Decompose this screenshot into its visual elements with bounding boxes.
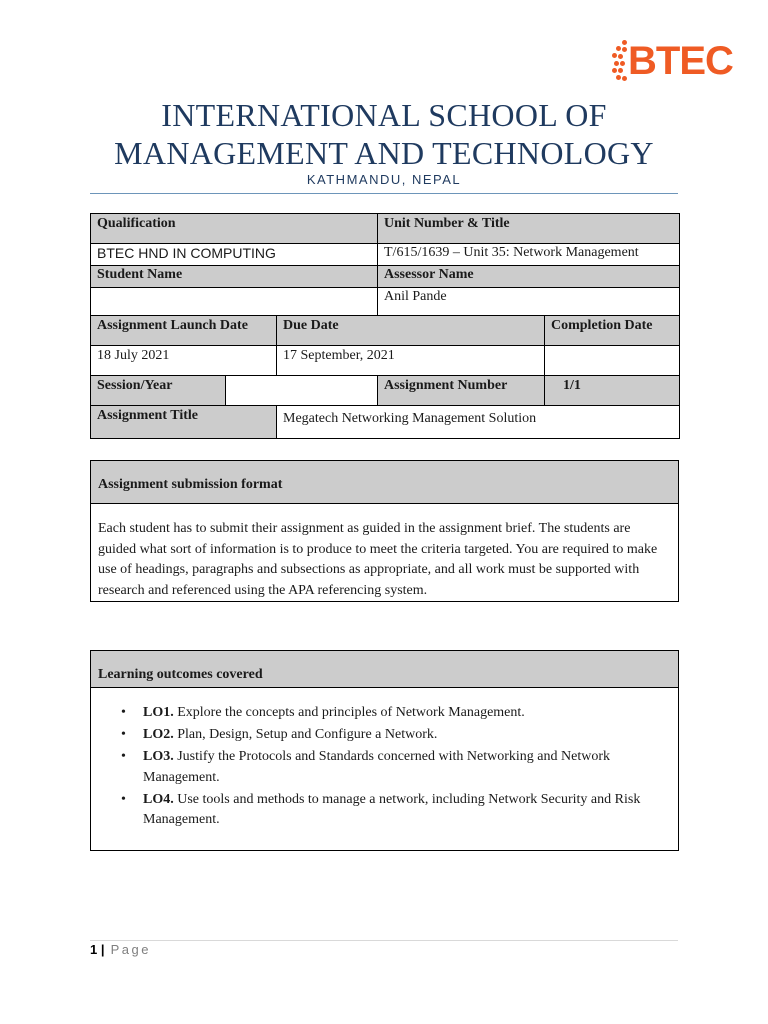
assignment-title-value: Megatech Networking Management Solution [277, 406, 680, 439]
submission-format-box [90, 460, 679, 602]
title-line-2: MANAGEMENT AND TECHNOLOGY [114, 135, 654, 171]
header-divider [90, 193, 678, 194]
list-item: • LO4. Use tools and methods to manage a network, including Network Security and Risk Management. [121, 791, 641, 827]
logo-text: BTEC [628, 39, 733, 83]
launch-date-value: 18 July 2021 [91, 346, 277, 376]
assignment-info-table [90, 213, 680, 439]
submission-format-text: Each student has to submit their assignment as guided in the assignment brief. The students are guided what sort of information is to produce to meet the criteria targeted. You are required to make use of headings, paragraphs and subsections as appropriate, and all work must be supported with research and referenced using the APA referencing system. [98, 521, 658, 598]
btec-logo [612, 38, 733, 84]
assessor-name-label: Assessor Name [378, 266, 680, 288]
bullet-icon: • [121, 705, 126, 720]
due-date-value: 17 September, 2021 [277, 346, 545, 376]
learning-outcomes-heading: Learning outcomes covered [91, 651, 678, 688]
completion-date-value [545, 346, 680, 376]
title-line-1: INTERNATIONAL SCHOOL OF [161, 97, 607, 133]
unit-value: T/615/1639 – Unit 35: Network Management [378, 244, 680, 266]
bullet-icon: • [121, 727, 126, 742]
unit-label: Unit Number & Title [378, 214, 680, 244]
assignment-title-label: Assignment Title [91, 406, 277, 439]
submission-format-heading: Assignment submission format [91, 461, 678, 504]
qualification-value: BTEC HND IN COMPUTING [91, 244, 378, 266]
page-number: 1 | [90, 942, 105, 957]
student-name-label: Student Name [91, 266, 378, 288]
bullet-icon: • [121, 749, 126, 764]
page-subtitle: KATHMANDU, NEPAL [306, 172, 462, 187]
footer-divider [90, 940, 678, 941]
list-item: • LO1. Explore the concepts and principles of Network Management. [98, 703, 671, 724]
page-footer [90, 942, 151, 957]
student-name-value [91, 288, 378, 316]
assignment-number-value: 1/1 [545, 376, 680, 406]
page-word: Page [104, 942, 151, 957]
session-year-value [226, 376, 378, 406]
learning-outcomes-box [90, 650, 679, 851]
session-year-label: Session/Year [91, 376, 226, 406]
list-item: • LO3. Justify the Protocols and Standards concerned with Networking and Network Management. [121, 749, 610, 785]
qualification-label: Qualification [91, 214, 378, 244]
completion-date-label: Completion Date [545, 316, 680, 346]
learning-outcomes-list [98, 703, 671, 831]
assessor-name-value: Anil Pande [378, 288, 680, 316]
due-date-label: Due Date [277, 316, 545, 346]
list-item: • LO2. Plan, Design, Setup and Configure a Network. [98, 725, 671, 746]
assignment-number-label: Assignment Number [378, 376, 545, 406]
bullet-icon: • [121, 791, 126, 807]
page-title [90, 96, 678, 172]
launch-date-label: Assignment Launch Date [91, 316, 277, 346]
